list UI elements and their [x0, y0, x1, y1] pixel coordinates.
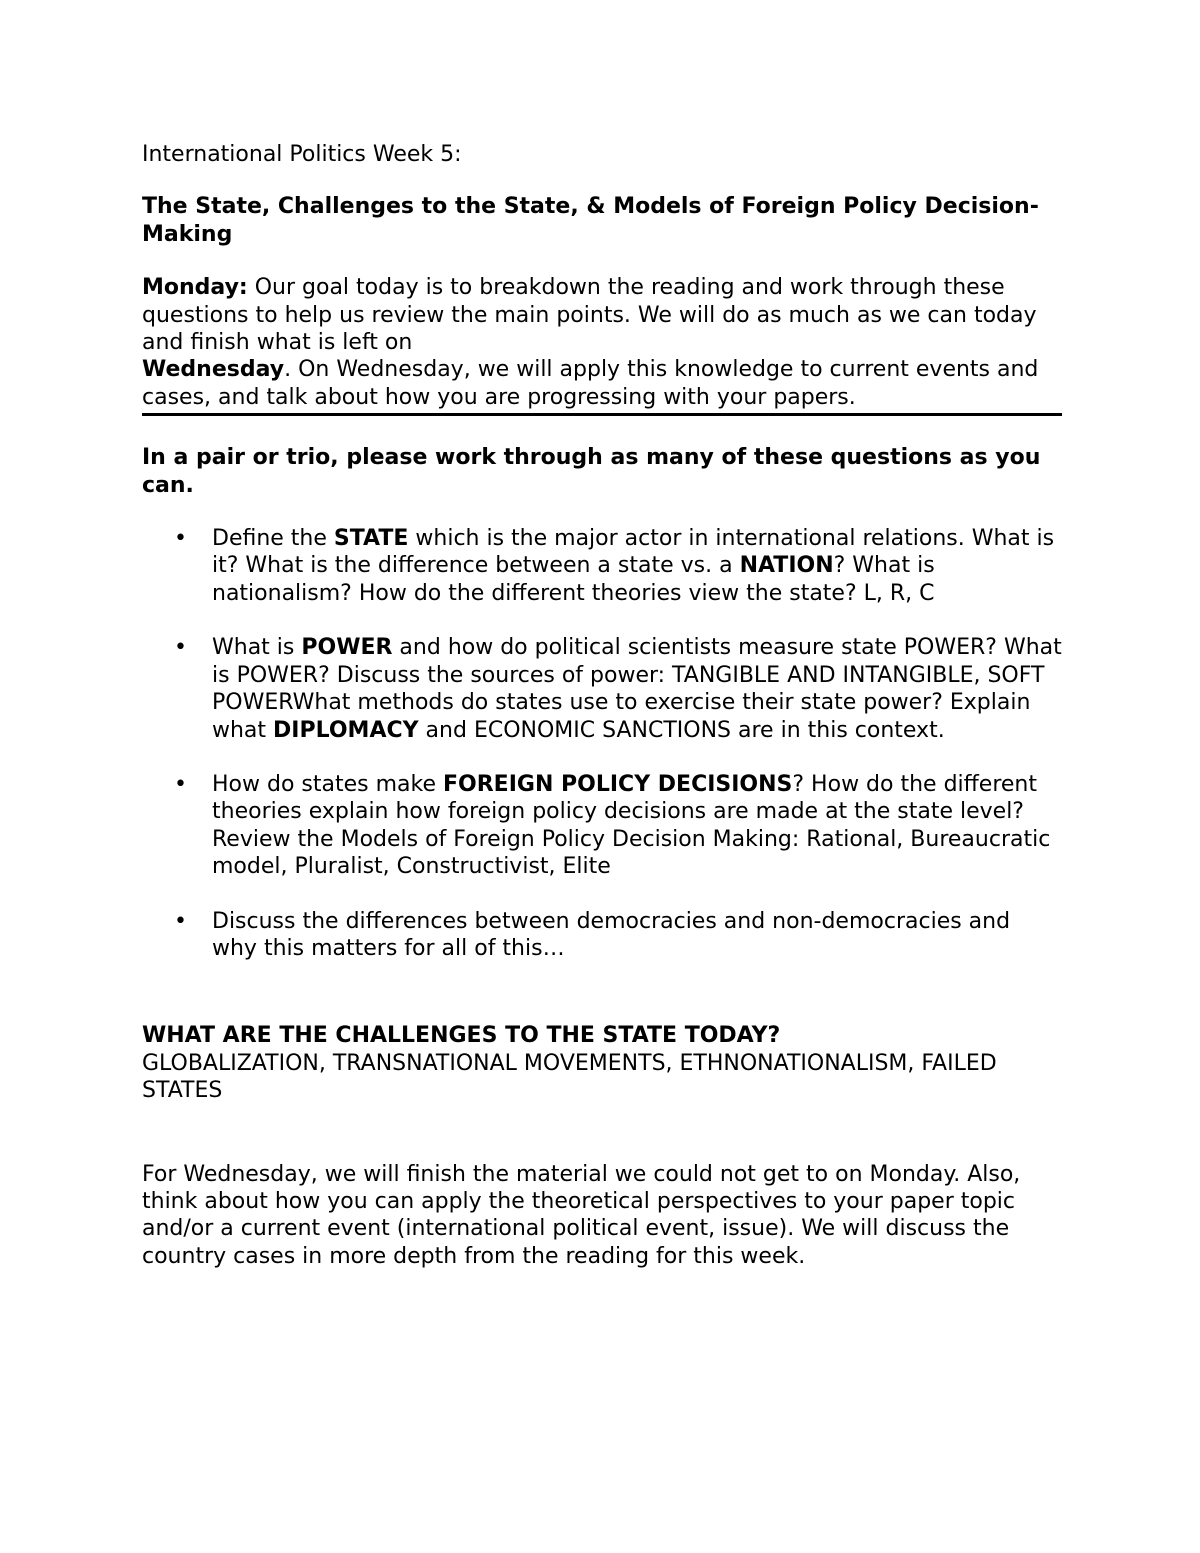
bullet-icon: •: [174, 771, 187, 797]
question-item-power: [142, 634, 1062, 744]
course-title: International Politics Week 5:: [142, 142, 462, 167]
bullet-icon: •: [174, 908, 187, 934]
keyword-state: STATE: [333, 526, 409, 552]
monday-text: Our goal today is to breakdown the reading and work through these questions to help us review the main points. We will do as much as we can today and finish what is left on: [142, 275, 1037, 356]
monday-label: Monday:: [142, 275, 248, 301]
bullet-icon: •: [174, 526, 187, 552]
keyword-power: POWER: [301, 635, 393, 661]
question-text: Discuss the differences between democracies and non-democracies and why this matters for all of this…: [212, 908, 1011, 961]
keyword-nation: NATION: [739, 553, 834, 579]
question-text: ? What is nationalism? How do the different theories view the state? L, R, C: [212, 553, 935, 606]
keyword-diplomacy: DIPLOMACY: [273, 717, 419, 743]
keyword-foreign-policy-decisions: FOREIGN POLICY DECISIONS: [443, 771, 793, 797]
wednesday-text: . On Wednesday, we will apply this knowledge to current events and cases, and talk about how you are progressing with your papers.: [142, 357, 1039, 410]
instruction-text: In a pair or trio, please work through as many of these questions as you can.: [142, 445, 1041, 498]
question-text: ? How do the different theories explain how foreign policy decisions are made at the state level? Review the Models of Foreign Policy Decision Making: Rational, Bureaucratic model, Pluralist, Constructivist, Elite: [212, 771, 1051, 880]
question-text: and how do political scientists measure state POWER? What is POWER? Discuss the sources of power: TANGIBLE AND INTANGIBLE, SOFT POWERWhat methods do states use to exercise their state power? Explain what: [212, 635, 1062, 743]
question-item-democracies: [142, 908, 1062, 963]
closing-paragraph: For Wednesday, we will finish the material we could not get to on Monday. Also, think about how you can apply the theoretical perspectives to your paper topic and/or a current event (international political event, issue). We will discuss the country cases in more depth from the reading for this week.: [142, 1161, 1021, 1269]
wednesday-label: Wednesday: [142, 357, 285, 383]
question-text: Define the: [212, 526, 334, 552]
challenges-heading: WHAT ARE THE CHALLENGES TO THE STATE TODAY?: [142, 1023, 781, 1049]
question-text: What is: [212, 635, 302, 661]
intro-paragraph: [142, 274, 1062, 416]
bullet-icon: •: [174, 635, 187, 661]
question-text: How do states make: [212, 771, 443, 797]
question-text: which is the major actor in international relations. What is it? What is the difference between a state vs. a: [212, 526, 1055, 579]
question-item-foreign-policy: [142, 771, 1062, 881]
main-title: The State, Challenges to the State, & Models of Foreign Policy Decision-Making: [142, 194, 1039, 247]
question-text: and ECONOMIC SANCTIONS are in this context.: [418, 717, 945, 743]
document-page: [142, 141, 1062, 1270]
question-item-state: [142, 525, 1062, 607]
question-list: [142, 525, 1062, 962]
challenges-list: GLOBALIZATION, TRANSNATIONAL MOVEMENTS, ETHNONATIONALISM, FAILED STATES: [142, 1050, 997, 1104]
